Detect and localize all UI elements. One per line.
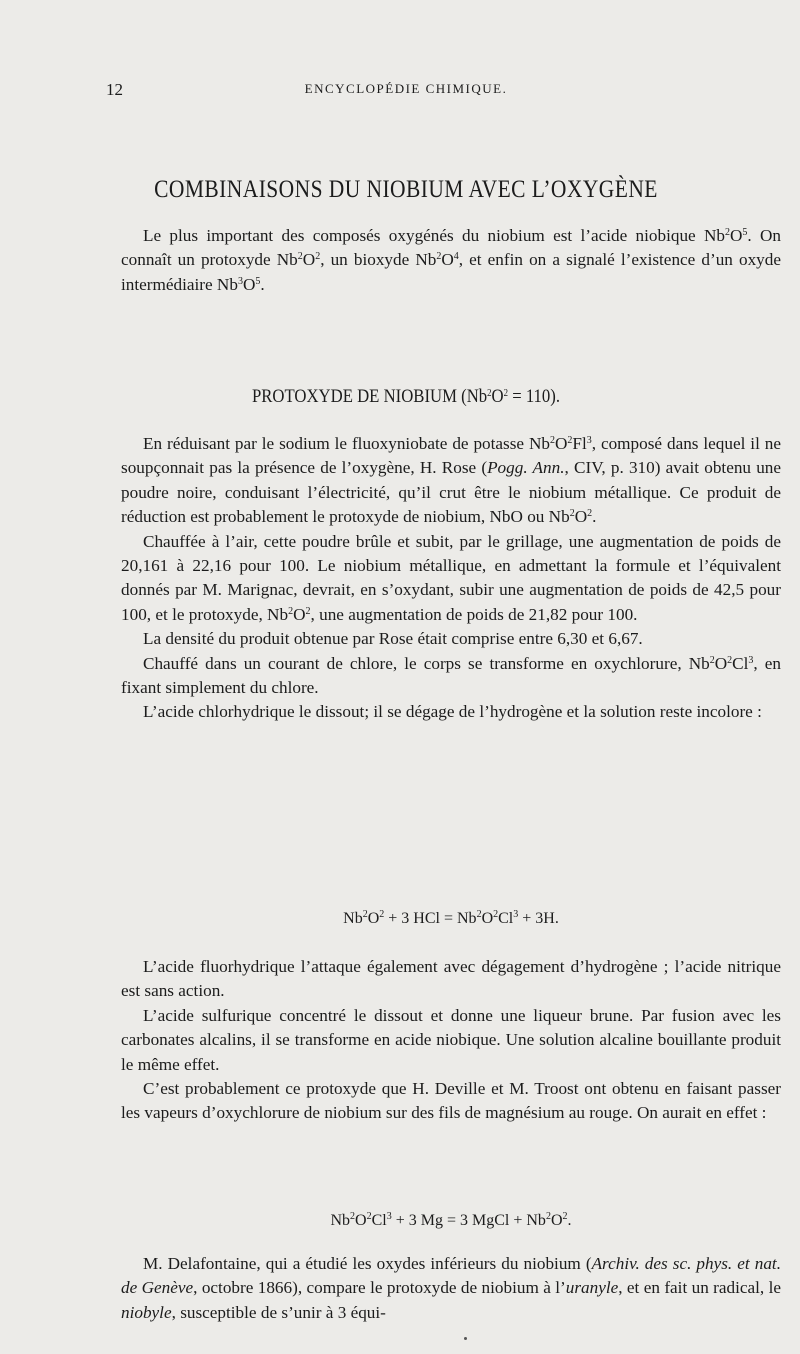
page-number: 12 <box>106 80 123 99</box>
equation-1: $Nb^2O^2 + 3$ HCl = $Nb^2O^2Cl^3 + 3H$. <box>343 909 559 927</box>
page-header <box>106 80 706 102</box>
paragraph-9: M. Delafontaine, qui a étudié les oxydes inférieurs du niobium (Archiv. des sc. phys. et nat. de Genève, octobre 1866), compare le protoxyde de niobium à l’uranyle, et en fait un radical, le niobyle, susceptible de s’unir à 3 équi- <box>121 1254 782 1322</box>
section-title: PROTOXYDE DE NIOBIUM $(Nb^2O^2 = 110)$. <box>251 386 561 407</box>
paragraph-1: En réduisant par le sodium le fluoxyniobate de potasse $Nb^2O^2Fl^3$, composé dans lequel il ne soupçonnait pas la présence de l’oxygène, H. Rose (Pogg. Ann., CIV, p. 310) avait obtenu une poudre noire, conduisant l’électricité, qu’il crut être le niobium métallique. Ce produit de réduction est probablement le protoxyde de niobium, NbO ou $Nb^2O^2$. <box>121 434 782 527</box>
paragraph-2: Chauffée à l’air, cette poudre brûle et subit, par le grillage, une augmentation de poids de 20,161 à 22,16 pour 100. Le niobium métallique, en admettant la formule et l’équivalent donnés par M. Marignac, devrait, en s’oxydant, subir une augmentation de poids de 42,5 pour 100, et le protoxyde, $Nb^2O^2$, une augmentation de poids de 21,82 pour 100. <box>121 531 781 624</box>
body-block-2 <box>121 955 781 1126</box>
body-block <box>121 432 781 725</box>
equation-2: $Nb^2O^2Cl^3 + 3$ Mg = 3 MgCl + $Nb^2O^2$. <box>330 1211 572 1229</box>
paragraph-5: L’acide chlorhydrique le dissout; il se dégage de l’hydrogène et la solution reste incolore : <box>143 702 762 722</box>
intro-paragraph: Le plus important des composés oxygénés du niobium est l’acide niobique $Nb^2O^5$. On connaît un protoxyde $Nb^2O^2$, un bioxyde $Nb^2O^4$, et enfin on a signalé l’existence d’un oxyde intermédiaire $Nb^3O^5$. <box>121 226 781 294</box>
chapter-title: COMBINAISONS DU NIOBIUM AVEC L’OXYGÈNE <box>154 176 658 203</box>
body-block-3 <box>121 1252 781 1325</box>
paragraph-8: C’est probablement ce protoxyde que H. Deville et M. Troost ont obtenu en faisant passer les vapeurs d’oxychlorure de niobium sur des fils de magnésium au rouge. On aurait en effet : <box>121 1079 781 1123</box>
paragraph-7: L’acide sulfurique concentré le dissout et donne une liqueur brune. Par fusion avec les carbonates alcalins, il se transforme en acide niobique. Une solution alcaline bouillante produit le même effet. <box>121 1005 781 1074</box>
paragraph-6: L’acide fluorhydrique l’attaque également avec dégagement d’hydrogène ; l’acide nitrique est sans action. <box>121 957 781 1001</box>
running-title: ENCYCLOPÉDIE CHIMIQUE. <box>304 81 508 96</box>
paragraph-3: La densité du produit obtenue par Rose était comprise entre 6,30 et 6,67. <box>143 629 643 649</box>
paragraph-4: Chauffé dans un courant de chlore, le corps se transforme en oxychlorure, $Nb^2O^2Cl^3$, en fixant simplement du chlore. <box>121 653 781 698</box>
print-mark <box>464 1337 467 1340</box>
intro-block <box>121 224 781 297</box>
